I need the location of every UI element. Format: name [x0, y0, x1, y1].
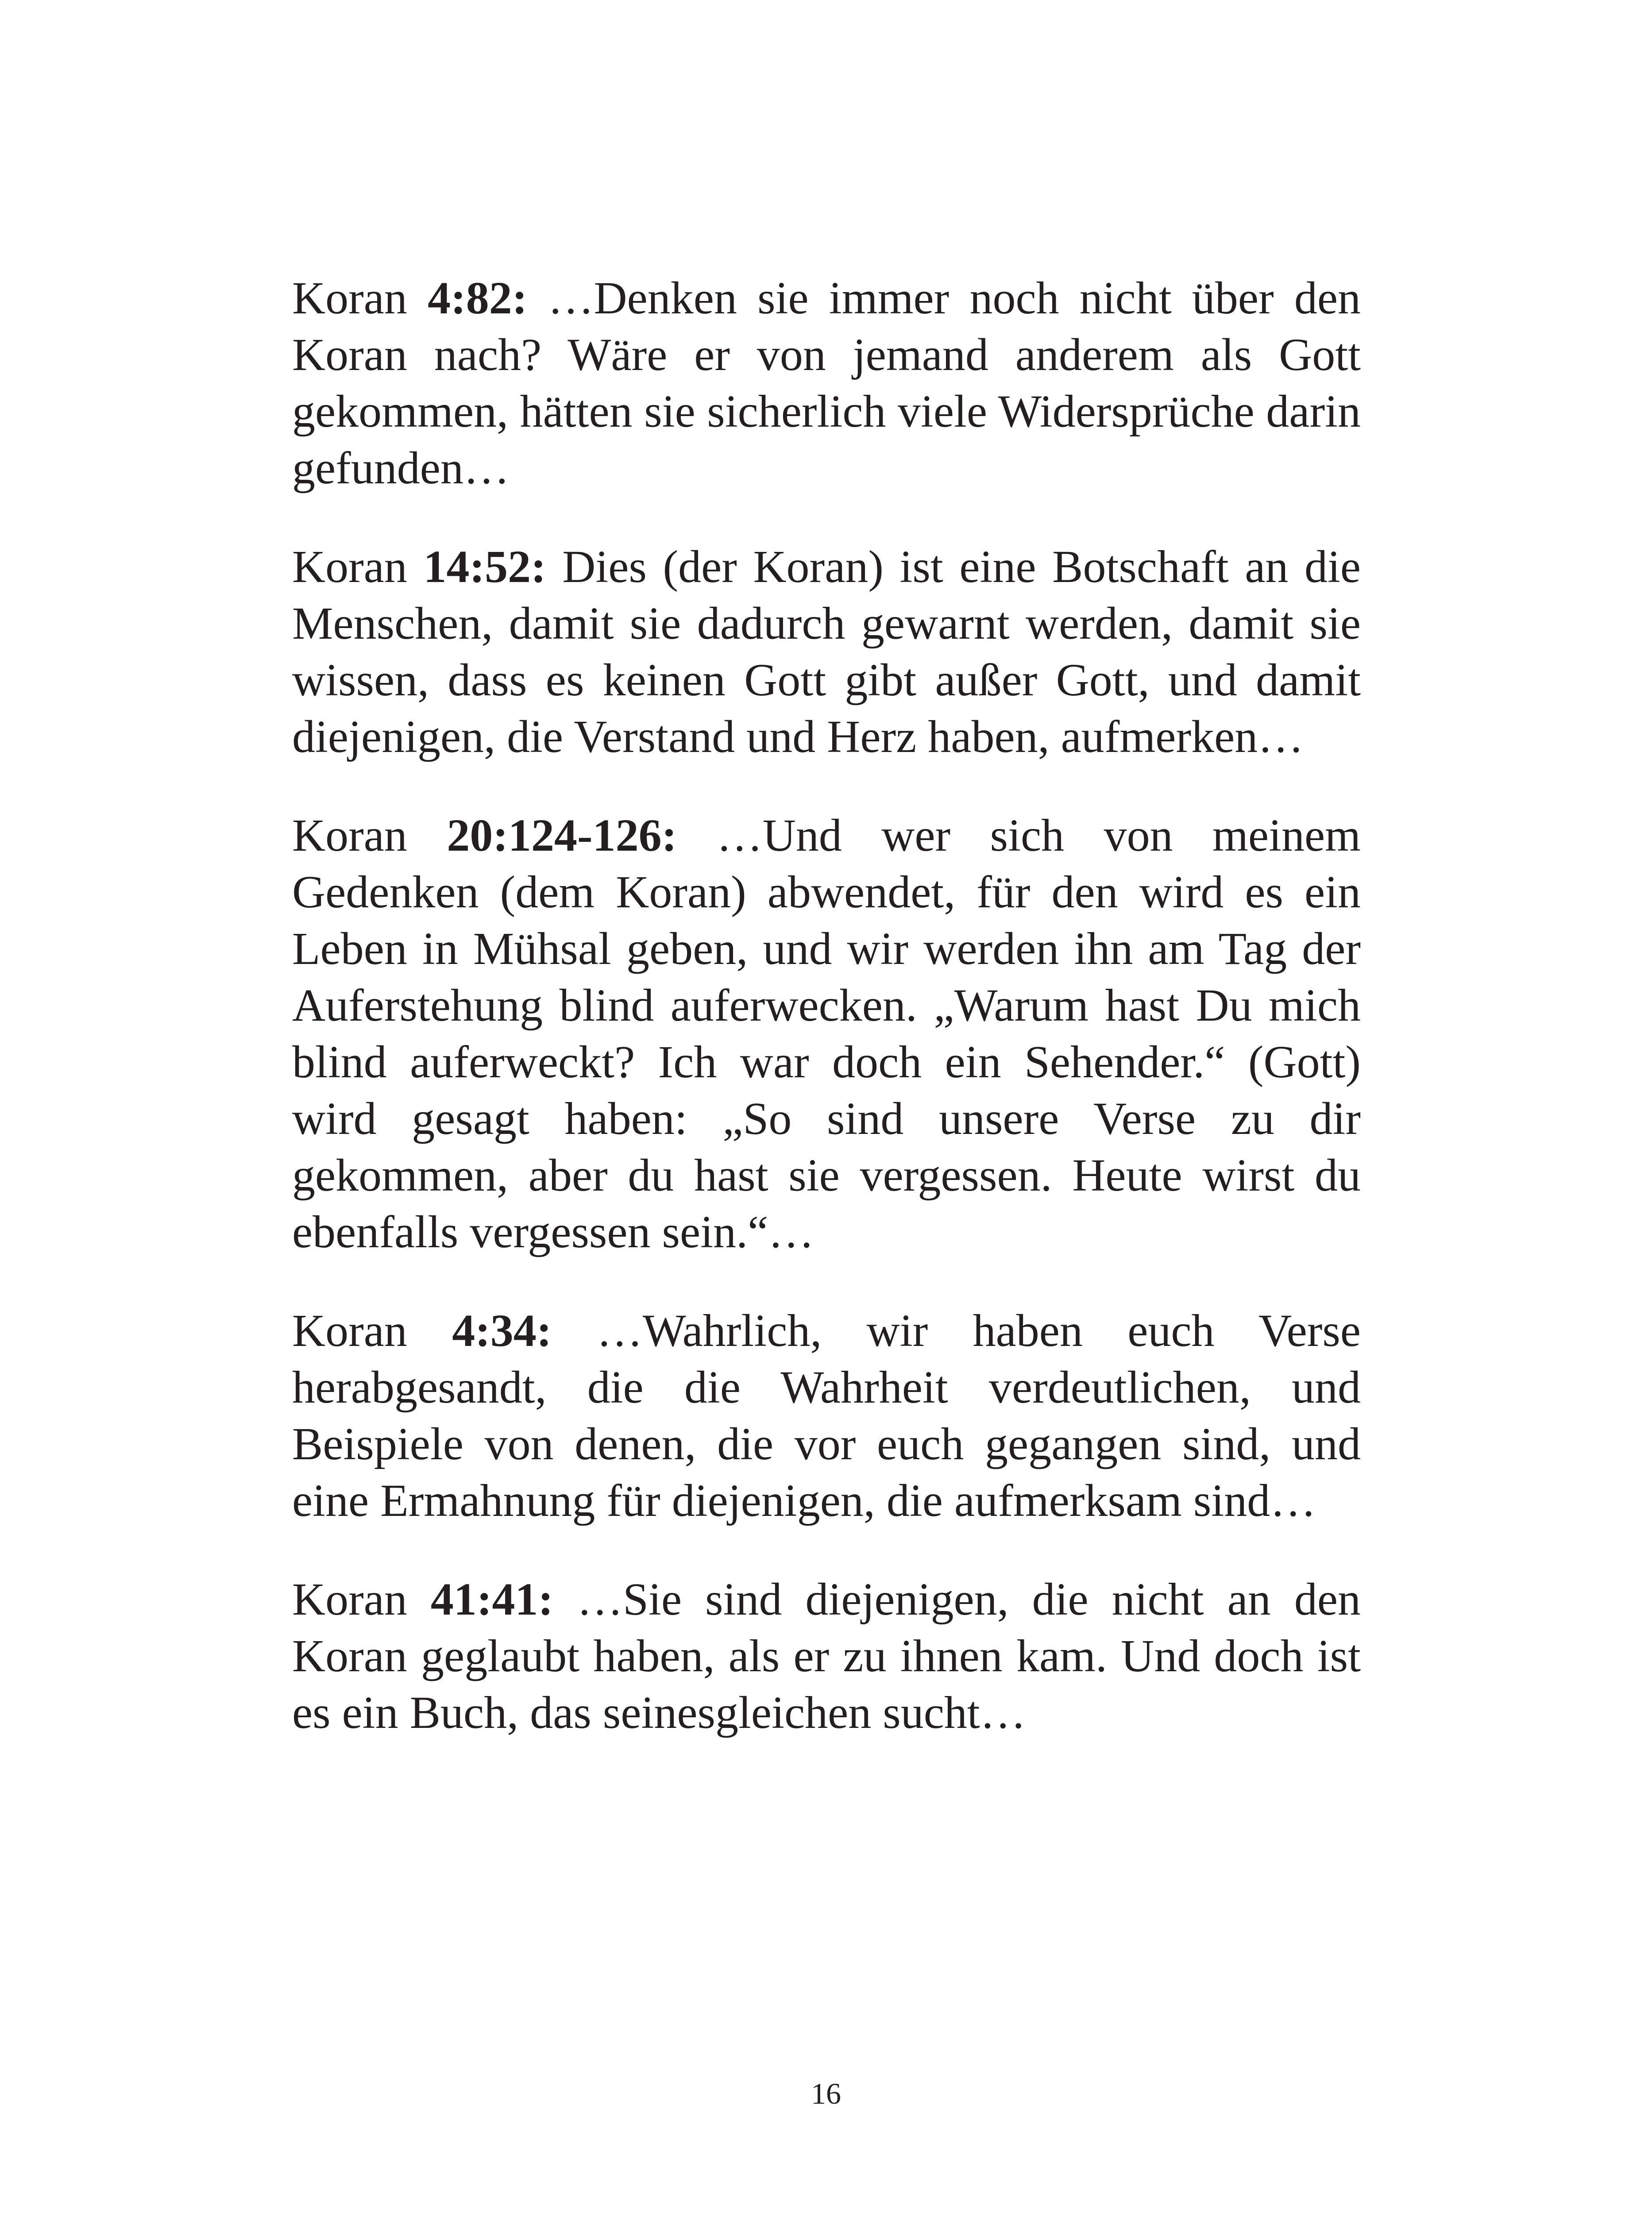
- passage-text: Dies (der Koran) ist eine Botschaft an die Menschen, damit sie dadurch gewarnt werden, damit sie wissen, dass es keinen Gott gibt außer Gott, und damit diejenigen, die Verstand und Herz haben, aufmerken…: [292, 541, 1361, 762]
- passage-label: Koran: [292, 273, 407, 324]
- verse-reference: 20:124-126:: [447, 810, 677, 861]
- passage-koran-14-52: [292, 539, 1361, 765]
- passage-label: Koran: [292, 1305, 407, 1356]
- verse-reference: 41:41:: [430, 1574, 554, 1625]
- passage-koran-20-124-126: [292, 807, 1361, 1261]
- passage-koran-41-41: [292, 1571, 1361, 1741]
- passage-text: …Und wer sich von meinem Gedenken (dem Koran) abwendet, für den wird es ein Leben in Mühsal geben, und wir werden ihn am Tag der Auferstehung blind auferwecken. „Warum hast Du mich blind auferweckt? Ich war doch ein Sehender.“ (Gott) wird gesagt haben: „So sind unsere Verse zu dir gekommen, aber du hast sie vergessen. Heute wirst du ebenfalls vergessen sein.“…: [292, 810, 1361, 1257]
- passage-text: …Wahrlich, wir haben euch Verse herabgesandt, die die Wahrheit verdeutlichen, und Beispiele von denen, die vor euch gegangen sind, und eine Ermahnung für diejenigen, die aufmerksam sind…: [292, 1305, 1361, 1526]
- passage-label: Koran: [292, 1574, 407, 1625]
- page-body: [292, 270, 1361, 1783]
- passage-text: …Sie sind diejenigen, die nicht an den Koran geglaubt haben, als er zu ihnen kam. Und doch ist es ein Buch, das seinesgleichen sucht…: [292, 1574, 1361, 1738]
- passage-text: …Denken sie immer noch nicht über den Koran nach? Wäre er von jemand anderem als Gott gekommen, hätten sie sicherlich viele Widersprüche darin gefunden…: [292, 273, 1361, 493]
- verse-reference: 14:52:: [423, 541, 546, 592]
- verse-reference: 4:82:: [428, 273, 528, 324]
- verse-reference: 4:34:: [452, 1305, 552, 1356]
- passage-koran-4-34: [292, 1303, 1361, 1529]
- passage-koran-4-82: [292, 270, 1361, 497]
- page-number: 16: [811, 2077, 841, 2110]
- passage-label: Koran: [292, 810, 407, 861]
- passage-label: Koran: [292, 541, 407, 592]
